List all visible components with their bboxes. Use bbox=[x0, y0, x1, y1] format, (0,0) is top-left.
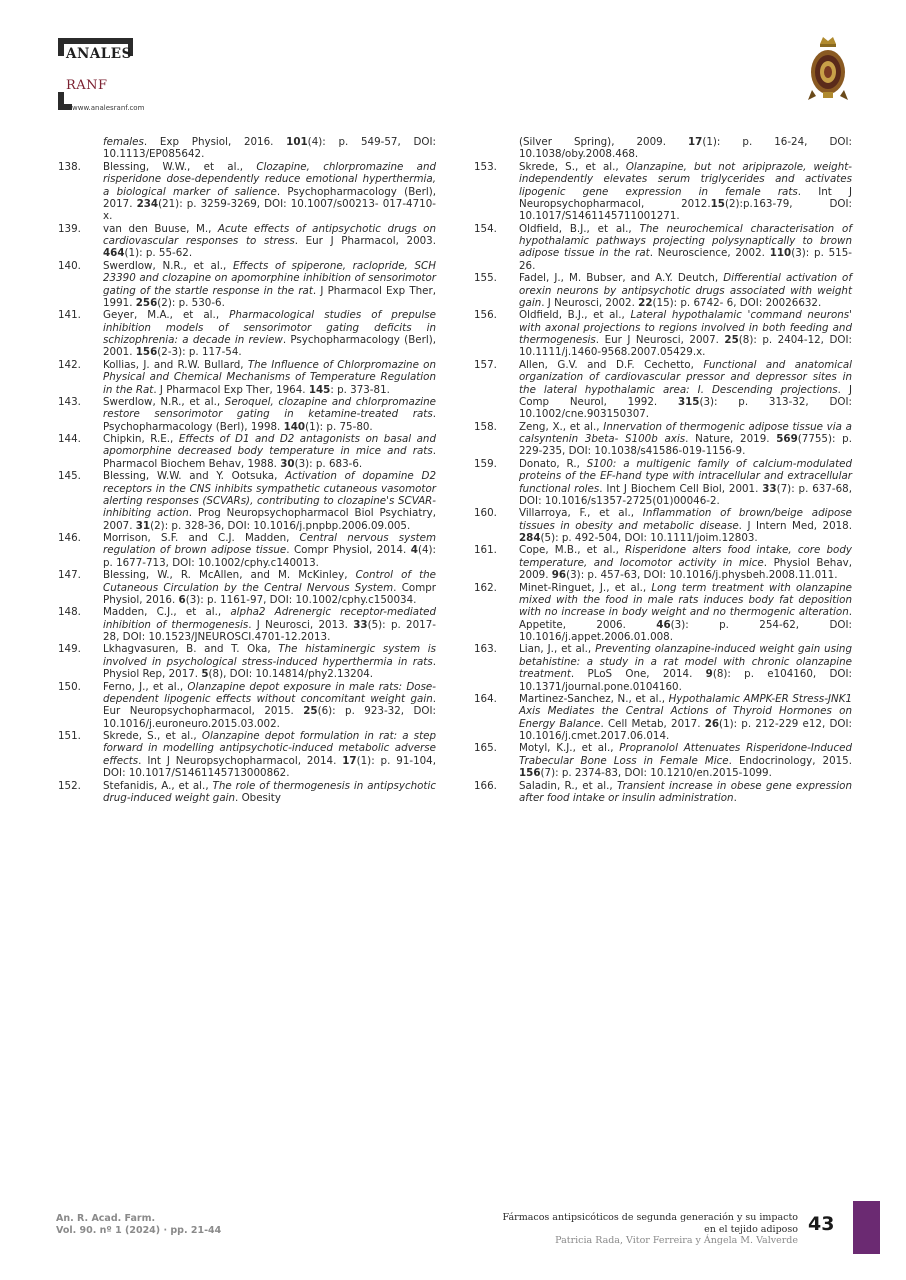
journal-url[interactable]: www.analesranf.com bbox=[72, 104, 145, 112]
reference-volume: 156 bbox=[135, 346, 158, 359]
reference-source: . Psychopharmacology (Berl), 2001. bbox=[103, 334, 436, 359]
reference-volume: 26 bbox=[704, 717, 720, 730]
reference-volume: 6 bbox=[178, 593, 186, 606]
reference-title: Effects of D1 and D2 antagonists on basal and apomorphine decreased body temperature in mice and rats bbox=[103, 433, 436, 458]
reference-authors: Stefanidis, A., et al., bbox=[103, 779, 213, 792]
reference-title: The neurochemical characterisation of hypothalamic pathways projecting polysynaptically to brown adipose tissue in the rat bbox=[519, 222, 852, 260]
reference-title: Control of the Cutaneous Circulation by the Central Nervous System bbox=[103, 569, 436, 594]
reference-source: . J Neurosci, 2002. bbox=[541, 296, 639, 309]
reference-title: Effects of spiperone, raclopride, SCH 23390 and clozapine on apomorphine inhibition of sensorimotor gating of the startle response in the rat bbox=[103, 259, 436, 297]
reference-source: . PLoS One, 2014. bbox=[570, 668, 706, 681]
reference-pages: (8), DOI: 10.14814/phy2.13204. bbox=[208, 668, 374, 681]
reference-pages: (2-3): p. 117-54. bbox=[157, 346, 242, 359]
journal-name: An. R. Acad. Farm. bbox=[56, 1213, 156, 1224]
reference-item bbox=[52, 359, 436, 396]
reference-item bbox=[468, 742, 852, 779]
reference-pages: (1): p. 212-229 e12, DOI: 10.1016/j.cmet.2017.06.014. bbox=[519, 717, 852, 742]
reference-volume: 4 bbox=[410, 544, 418, 557]
reference-item bbox=[52, 532, 436, 569]
reference-item bbox=[52, 161, 436, 223]
reference-source: . Int J Biochem Cell Biol, 2001. bbox=[599, 482, 763, 495]
reference-pages: (1): p. 55-62. bbox=[124, 247, 193, 260]
reference-pages: (3): p. 313-32, DOI: 10.1002/cne.903150307. bbox=[519, 395, 853, 421]
reference-authors: Motyl, K.J., et al., bbox=[519, 742, 620, 755]
references-right-column bbox=[468, 136, 852, 804]
reference-source: . bbox=[733, 791, 737, 804]
reference-authors: Swerdlow, N.R., et al., bbox=[103, 259, 233, 272]
reference-title: Olanzapine depot exposure in male rats: Dose-dependent lipogenic effects without concomitant weight gain bbox=[103, 680, 436, 705]
reference-title: Inflammation of brown/beige adipose tissues in obesity and metabolic disease bbox=[519, 507, 852, 532]
reference-title: Lateral hypothalamic 'command neurons' with axonal projections to regions involved in both feeding and thermogenesis bbox=[519, 309, 852, 346]
reference-number: 149. bbox=[58, 643, 81, 656]
article-running-title bbox=[438, 1212, 798, 1247]
reference-pages: (3): p. 683-6. bbox=[294, 457, 363, 470]
reference-pages: (3): p. 457-63, DOI: 10.1016/j.physbeh.2008.11.011. bbox=[566, 569, 838, 582]
reference-pages: (2): p. 328-36, DOI: 10.1016/j.pnpbp.2006.09.005. bbox=[150, 519, 411, 532]
reference-authors: Donato, R., bbox=[519, 457, 587, 470]
reference-volume: 256 bbox=[135, 296, 158, 309]
reference-item bbox=[468, 421, 852, 458]
reference-source: (Silver Spring), 2009. bbox=[519, 136, 688, 148]
reference-title: The role of thermogenesis in antipsychotic drug-induced weight gain bbox=[103, 779, 436, 804]
reference-pages: (8): p. 2404-12, DOI: 10.1111/j.1460-9568.2007.05429.x. bbox=[519, 334, 852, 359]
reference-volume: 25 bbox=[303, 705, 318, 718]
reference-item bbox=[52, 569, 436, 606]
reference-authors: Martinez-Sanchez, N., et al., bbox=[519, 692, 669, 705]
reference-title: Innervation of thermogenic adipose tissue via a calsyntenin 3beta- S100b axis bbox=[519, 420, 852, 445]
reference-pages: : p. 373-81. bbox=[330, 383, 390, 396]
reference-item bbox=[52, 470, 436, 532]
reference-authors: Fadel, J., M. Bubser, and A.Y. Deutch, bbox=[519, 272, 724, 285]
reference-authors: Morrison, S.F. and C.J. Madden, bbox=[103, 532, 300, 544]
reference-volume: 22 bbox=[638, 296, 653, 309]
reference-item bbox=[468, 458, 852, 508]
reference-volume: 15 bbox=[710, 197, 725, 210]
reference-title: The histaminergic system is involved in psychological stress-induced hyperthermia in rats bbox=[103, 643, 436, 668]
reference-item bbox=[468, 161, 852, 223]
reference-volume: 33 bbox=[762, 482, 777, 495]
reference-number: 161. bbox=[474, 544, 497, 557]
reference-source: . J Pharmacol Exp Ther, 1964. bbox=[153, 383, 309, 396]
reference-item bbox=[52, 433, 436, 470]
reference-title: The Influence of Chlorpromazine on Physical and Chemical Mechanisms of Temperature Regulation in the Rat bbox=[103, 358, 436, 396]
reference-pages: (1): p. 91-104, DOI: 10.1017/S1461145713000862. bbox=[103, 754, 437, 780]
reference-item bbox=[468, 223, 852, 273]
reference-volume: 33 bbox=[353, 618, 368, 631]
reference-source: . Eur Neuropsychopharmacol, 2015. bbox=[103, 692, 436, 718]
reference-source: . Nature, 2019. bbox=[685, 433, 777, 445]
reference-number: 152. bbox=[58, 779, 81, 792]
reference-item bbox=[52, 396, 436, 433]
article-title-line1: Fármacos antipsicóticos de segunda generación y su impacto bbox=[502, 1212, 798, 1223]
reference-source: . J Neurosci, 2013. bbox=[248, 618, 354, 631]
reference-number: 141. bbox=[58, 309, 81, 322]
reference-pages: (1): p. 16-24, DOI: 10.1038/oby.2008.468. bbox=[519, 136, 852, 161]
reference-source: . Physiol Behav, 2009. bbox=[519, 556, 852, 582]
reference-authors: Skrede, S., et al., bbox=[519, 160, 626, 173]
reference-title: Risperidone alters food intake, core body temperature, and locomotor activity in mice bbox=[519, 544, 852, 569]
reference-number: 143. bbox=[58, 395, 81, 408]
reference-volume: 110 bbox=[769, 247, 792, 260]
reference-number: 153. bbox=[474, 160, 497, 173]
reference-title: Clozapine, chlorpromazine and risperidone dose-dependently reduce emotional hyperthermia, a biological marker of salience bbox=[103, 160, 437, 198]
reference-pages: (2): p. 530-6. bbox=[157, 296, 225, 309]
reference-pages: (7): p. 2374-83, DOI: 10.1210/en.2015-1099. bbox=[540, 767, 772, 780]
reference-item bbox=[468, 693, 852, 743]
reference-authors: Kollias, J. and R.W. Bullard, bbox=[103, 358, 248, 371]
reference-item bbox=[468, 780, 852, 805]
reference-source: . Int J Neuropsychopharmacol, 2012. bbox=[519, 185, 852, 210]
page-accent-bar bbox=[853, 1201, 880, 1254]
reference-source: . Eur J Pharmacol, 2003. bbox=[294, 235, 436, 247]
reference-title: Functional and anatomical organization of cardiovascular pressor and depressor sites in the lateral hypothalamic area: I. Descending projections bbox=[519, 358, 852, 396]
reference-authors: Oldfield, B.J., et al., bbox=[519, 222, 640, 235]
article-title-line2: en el tejido adiposo bbox=[704, 1223, 798, 1235]
reference-authors: Minet-Ringuet, J., et al., bbox=[519, 581, 652, 594]
reference-pages: (21): p. 3259-3269, DOI: 10.1007/s00213- 017-4710-x. bbox=[103, 197, 436, 223]
reference-number: 156. bbox=[474, 309, 497, 322]
reference-source: . Endocrinology, 2015. bbox=[728, 754, 852, 767]
reference-volume: 5 bbox=[201, 668, 209, 681]
reference-authors: Lian, J., et al., bbox=[519, 643, 596, 656]
reference-title: Olanzapine depot formulation in rat: a step forward in modelling antipsychotic-induced metabolic adverse effects bbox=[103, 730, 437, 767]
reference-title: Propranolol Attenuates Risperidone-Induced Trabecular Bone Loss in Female Mice bbox=[519, 742, 852, 767]
reference-source: . Exp Physiol, 2016. bbox=[143, 136, 287, 148]
reference-pages: (2):p.163-79, DOI: 10.1017/S1461145711001271. bbox=[519, 197, 853, 223]
reference-number: 142. bbox=[58, 358, 81, 371]
reference-authors: Lkhagvasuren, B. and T. Oka, bbox=[103, 643, 279, 656]
reference-item bbox=[52, 780, 436, 805]
reference-volume: 9 bbox=[705, 668, 713, 681]
reference-number: 139. bbox=[58, 222, 81, 235]
reference-number: 157. bbox=[474, 358, 497, 371]
reference-title: Long term treatment with olanzapine mixed with the food in male rats induces body fat deposition with no increase in body weight and no thermogenic alteration bbox=[519, 581, 852, 619]
reference-pages: (1): p. 75-80. bbox=[305, 420, 373, 433]
reference-source: . Prog Neuropsychopharmacol Biol Psychiatry, 2007. bbox=[103, 507, 436, 532]
reference-authors: Ferno, J., et al., bbox=[103, 680, 188, 693]
reference-number: 162. bbox=[474, 581, 497, 594]
reference-title: Central nervous system regulation of brown adipose tissue bbox=[103, 532, 436, 557]
reference-title: females bbox=[103, 136, 144, 148]
reference-source: . Int J Neuropsychopharmacol, 2014. bbox=[138, 754, 343, 767]
reference-authors: Villarroya, F., et al., bbox=[519, 507, 643, 520]
reference-title: S100: a multigenic family of calcium-modulated proteins of the EF-hand type with intracellular and extracellular functional roles bbox=[519, 457, 852, 495]
reference-volume: 25 bbox=[724, 334, 739, 346]
reference-pages: (6): p. 923-32, DOI: 10.1016/j.euroneuro.2015.03.002. bbox=[103, 705, 436, 730]
article-authors: Patricia Rada, Vitor Ferreira y Ángela M. Valverde bbox=[555, 1235, 798, 1246]
reference-source: . Appetite, 2006. bbox=[519, 606, 852, 631]
reference-number: 160. bbox=[474, 507, 497, 520]
reference-volume: 145 bbox=[308, 383, 331, 396]
references-left-column bbox=[52, 136, 436, 804]
reference-authors: Cope, M.B., et al., bbox=[519, 544, 626, 557]
logo-ranf-text: RANF bbox=[66, 78, 108, 93]
reference-item bbox=[52, 643, 436, 680]
reference-authors: Blessing, W.W., et al., bbox=[103, 160, 257, 173]
reference-pages: (5): p. 492-504, DOI: 10.1111/joim.12803. bbox=[540, 532, 758, 544]
reference-volume: 234 bbox=[136, 197, 159, 210]
reference-source: . Psychopharmacology (Berl), 2017. bbox=[103, 185, 436, 210]
reference-number: 140. bbox=[58, 259, 81, 272]
reference-authors: Zeng, X., et al., bbox=[519, 420, 604, 433]
reference-source: . Compr Physiol, 2014. bbox=[286, 544, 411, 557]
reference-authors: Blessing, W.W. and Y. Ootsuka, bbox=[103, 470, 286, 483]
reference-authors: Skrede, S., et al., bbox=[103, 730, 202, 742]
reference-authors: Madden, C.J., et al., bbox=[103, 606, 231, 619]
reference-volume: 284 bbox=[519, 532, 541, 544]
reference-number: 150. bbox=[58, 680, 81, 693]
journal-logo bbox=[56, 34, 196, 116]
reference-number: 166. bbox=[474, 779, 497, 792]
reference-authors: van den Buuse, M., bbox=[103, 222, 218, 235]
reference-source: . Eur J Neurosci, 2007. bbox=[595, 334, 725, 346]
reference-volume: 464 bbox=[103, 247, 125, 260]
reference-item bbox=[468, 359, 852, 421]
reference-title: Pharmacological studies of prepulse inhibition models of sensorimotor gating deficits in schizophrenia: a decade in review bbox=[103, 309, 437, 346]
reference-item bbox=[52, 223, 436, 260]
reference-volume: 569 bbox=[776, 433, 798, 445]
reference-number: 159. bbox=[474, 457, 497, 470]
reference-title: alpha2 Adrenergic receptor-mediated inhibition of thermogenesis bbox=[103, 606, 436, 631]
journal-volume: Vol. 90. nº 1 (2024) · pp. 21-44 bbox=[56, 1225, 222, 1236]
reference-item bbox=[468, 507, 852, 544]
reference-pages: (3): p. 515-26. bbox=[519, 247, 852, 272]
reference-number: 164. bbox=[474, 692, 497, 705]
reference-item bbox=[468, 582, 852, 644]
reference-item bbox=[52, 260, 436, 310]
reference-volume: 101 bbox=[286, 136, 308, 148]
reference-pages: (4): p. 1677-713, DOI: 10.1002/cphy.c140013. bbox=[103, 544, 436, 569]
reference-source: . Obesity bbox=[235, 791, 281, 804]
reference-title: Differential activation of orexin neurons by antipsychotic drugs associated with weight gain bbox=[519, 272, 852, 309]
reference-volume: 96 bbox=[551, 569, 567, 582]
reference-volume: 17 bbox=[688, 136, 703, 148]
reference-volume: 140 bbox=[283, 420, 306, 433]
reference-number: 138. bbox=[58, 160, 81, 173]
reference-authors: Chipkin, R.E., bbox=[103, 433, 179, 445]
reference-authors: Saladin, R., et al., bbox=[519, 779, 618, 792]
reference-number: 147. bbox=[58, 569, 81, 582]
reference-pages: (8): p. e104160, DOI: 10.1371/journal.pone.0104160. bbox=[519, 668, 852, 693]
reference-volume: 156 bbox=[519, 767, 541, 780]
reference-number: 151. bbox=[58, 730, 81, 742]
reference-number: 158. bbox=[474, 420, 497, 433]
reference-source: . Psychopharmacology (Berl), 1998. bbox=[103, 408, 436, 433]
reference-number: 155. bbox=[474, 272, 497, 285]
reference-title: Acute effects of antipsychotic drugs on cardiovascular responses to stress bbox=[103, 222, 436, 247]
reference-item bbox=[468, 643, 852, 693]
page-number: 43 bbox=[808, 1213, 835, 1235]
reference-title: Activation of dopamine D2 receptors in the CNS inhibits sympathetic cutaneous vasomotor alerting responses (SCVARs), contributing to clozapine's SCVAR-inhibiting action bbox=[103, 470, 437, 520]
reference-authors: Swerdlow, N.R., et al., bbox=[103, 395, 225, 408]
reference-volume: 46 bbox=[656, 618, 671, 631]
reference-authors: Oldfield, B.J., et al., bbox=[519, 309, 631, 322]
reference-volume: 315 bbox=[677, 395, 700, 408]
reference-title: Olanzapine, but not aripiprazole, weight-independently elevates serum triglycerides and activates lipogenic gene expression in female rats bbox=[519, 160, 852, 198]
reference-item bbox=[468, 136, 852, 161]
reference-title: Hypothalamic AMPK-ER Stress-JNK1 Axis Mediates the Central Actions of Thyroid Hormones on Energy Balance bbox=[519, 692, 852, 730]
reference-title: Preventing olanzapine-induced weight gain using betahistine: a study in a rat model with chronic olanzapine treatment bbox=[519, 643, 852, 681]
reference-pages: (3): p. 1161-97, DOI: 10.1002/cphy.c150034. bbox=[185, 593, 417, 606]
reference-source: . J Pharmacol Exp Ther, 1991. bbox=[103, 284, 436, 309]
reference-item bbox=[468, 544, 852, 581]
reference-item bbox=[468, 309, 852, 359]
reference-source: . Pharmacol Biochem Behav, 1988. bbox=[103, 445, 436, 470]
reference-volume: 17 bbox=[342, 754, 357, 767]
reference-authors: Allen, G.V. and D.F. Cechetto, bbox=[519, 358, 704, 371]
reference-pages: (7): p. 637-68, DOI: 10.1016/s1357-2725(01)00046-2. bbox=[519, 482, 853, 507]
reference-pages: (5): p. 2017-28, DOI: 10.1523/JNEUROSCI.4701-12.2013. bbox=[103, 618, 436, 643]
reference-title: Transient increase in obese gene expression after food intake or insulin administration bbox=[519, 779, 852, 804]
reference-number: 154. bbox=[474, 222, 497, 235]
reference-pages: (15): p. 6742- 6, DOI: 20026632. bbox=[652, 296, 822, 309]
reference-pages: (7755): p. 229-235, DOI: 10.1038/s41586-019-1156-9. bbox=[519, 433, 852, 458]
reference-item bbox=[52, 606, 436, 643]
reference-number: 163. bbox=[474, 643, 497, 656]
reference-item bbox=[52, 730, 436, 780]
reference-number: 146. bbox=[58, 532, 81, 544]
reference-volume: 31 bbox=[135, 519, 151, 532]
reference-title: Seroquel, clozapine and chlorpromazine restore sensorimotor gating in ketamine-treated rats bbox=[103, 395, 436, 421]
reference-volume: 30 bbox=[280, 457, 295, 470]
reference-authors: Blessing, W., R. McAllen, and M. McKinley, bbox=[103, 569, 356, 582]
reference-number: 145. bbox=[58, 470, 81, 483]
reference-authors: Geyer, M.A., et al., bbox=[103, 309, 230, 322]
reference-pages: (3): p. 254-62, DOI: 10.1016/j.appet.2006.01.008. bbox=[519, 618, 852, 643]
reference-number: 148. bbox=[58, 606, 81, 619]
reference-source: . J Comp Neurol, 1992. bbox=[519, 383, 852, 408]
reference-source: . Neuroscience, 2002. bbox=[649, 247, 770, 260]
reference-pages: (4): p. 549-57, DOI: 10.1113/EP085642. bbox=[103, 136, 437, 161]
academy-seal-icon bbox=[806, 34, 850, 104]
journal-citation bbox=[56, 1213, 221, 1237]
reference-number: 144. bbox=[58, 433, 81, 445]
reference-item bbox=[468, 272, 852, 309]
reference-number: 165. bbox=[474, 742, 497, 755]
reference-source: . Compr Physiol, 2016. bbox=[103, 581, 437, 606]
reference-source: . Physiol Rep, 2017. bbox=[103, 655, 436, 681]
reference-item bbox=[52, 309, 436, 359]
reference-source: . J Intern Med, 2018. bbox=[738, 519, 852, 532]
reference-item bbox=[52, 136, 436, 161]
logo-anales-text: ANALES bbox=[66, 46, 132, 62]
reference-item bbox=[52, 681, 436, 731]
reference-source: . Cell Metab, 2017. bbox=[600, 717, 705, 730]
